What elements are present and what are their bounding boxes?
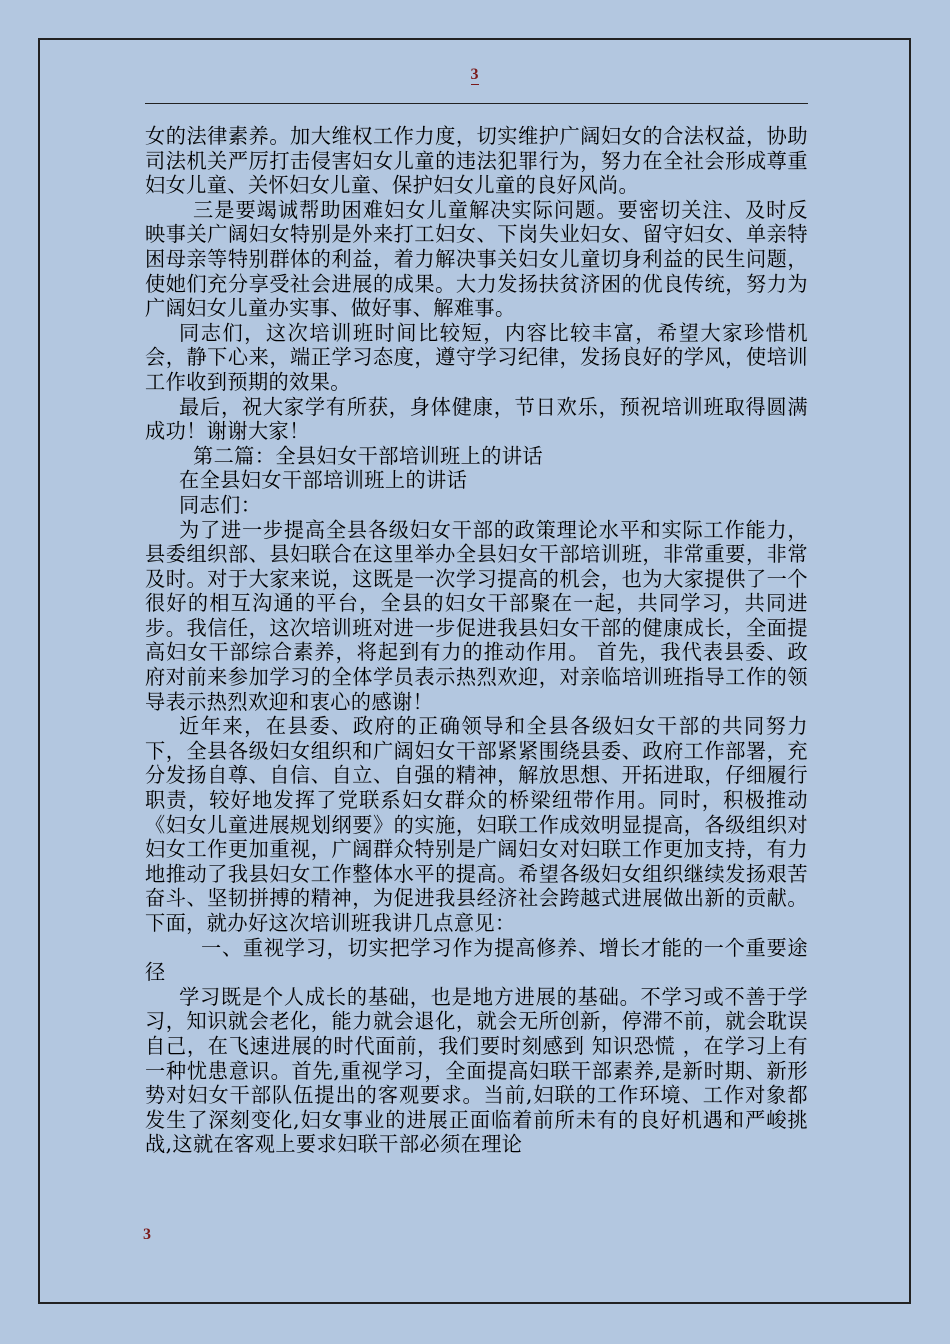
header-rule [145, 103, 808, 104]
body-text [145, 124, 808, 1157]
document-page [38, 38, 911, 1304]
paragraph: 同志们，这次培训班时间比较短，内容比较丰富，希望大家珍惜机会，静下心来，端正学习态度，遵守学习纪律，发扬良好的学风，使培训工作收到预期的效果。 [145, 320, 808, 394]
salutation: 同志们： [179, 492, 262, 517]
paragraph: 三是要竭诚帮助困难妇女儿童解决实际问题。要密切关注、及时反映事关广阔妇女特别是外来打工妇女、下岗失业妇女、留守妇女、单亲特困母亲等特别群体的利益，着力解决事关妇女儿童切身利益的民生问题，使她们充分享受社会进展的成果。大力发扬扶贫济困的优良传统，努力为广阔妇女儿童办实事、做好事、解难事。 [145, 197, 808, 321]
paragraph: 近年来，在县委、政府的正确领导和全县各级妇女干部的共同努力下，全县各级妇女组织和广阔妇女干部紧紧围绕县委、政府工作部署，充分发扬自尊、自信、自立、自强的精神，解放思想、开拓进取，仔细履行职责，较好地发挥了党联系妇女群众的桥梁纽带作用。同时，积极推动《妇女儿童进展规划纲要》的实施，妇联工作成效明显提高，各级组织对妇女工作更加重视，广阔群众特别是广阔妇女对妇联工作更加支持，有力地推动了我县妇女工作整体水平的提高。希望各级妇女组织继续发扬艰苦奋斗、坚韧拼搏的精神，为促进我县经济社会跨越式进展做出新的贡献。下面，就办好这次培训班我讲几点意见： [145, 714, 808, 935]
header-page-number: 3 [470, 66, 479, 83]
paragraph: 最后，祝大家学有所获，身体健康，节日欢乐，预祝培训班取得圆满成功！谢谢大家！ [145, 394, 808, 444]
section-heading: 一、重视学习，切实把学习作为提高修养、增长才能的一个重要途径 [145, 935, 808, 985]
section-heading: 第二篇：全县妇女干部培训班上的讲话 [193, 443, 543, 468]
paragraph: 女的法律素养。加大维权工作力度，切实维护广阔妇女的合法权益，协助司法机关严厉打击侵害妇女儿童的违法犯罪行为，努力在全社会形成尊重妇女儿童、关怀妇女儿童、保护妇女儿童的良好风尚。 [145, 124, 808, 198]
paragraph: 学习既是个人成长的基础，也是地方进展的基础。不学习或不善于学习，知识就会老化，能力就会退化，就会无所创新，停滞不前，就会耽误自己，在飞速进展的时代面前，我们要时刻感到 知识恐慌 ，在学习上有一种忧患意识。首先,重视学习，全面提高妇联干部素养,是新时期、新形势对妇女干部队伍提出的客观要求。当前,妇联的工作环境、工作对象都发生了深刻变化,妇女事业的进展正面临着前所未有的良好机遇和严峻挑战,这就在客观上要求妇联干部必须在理论 [145, 984, 808, 1157]
speech-title: 在全县妇女干部培训班上的讲话 [179, 468, 468, 493]
footer-page-number: 3 [143, 1226, 151, 1243]
paragraph: 为了进一步提高全县各级妇女干部的政策理论水平和实际工作能力，县委组织部、县妇联合在这里举办全县妇女干部培训班，非常重要，非常及时。对于大家来说，这既是一次学习提高的机会，也为大家提供了一个很好的相互沟通的平台，全县的妇女干部聚在一起，共同学习，共同进步。我信任，这次培训班对进一步促进我县妇女干部的健康成长，全面提高妇女干部综合素养，将起到有力的推动作用。 首先，我代表县委、政府对前来参加学习的全体学员表示热烈欢迎，对亲临培训班指导工作的领导表示热烈欢迎和衷心的感谢！ [145, 517, 808, 714]
